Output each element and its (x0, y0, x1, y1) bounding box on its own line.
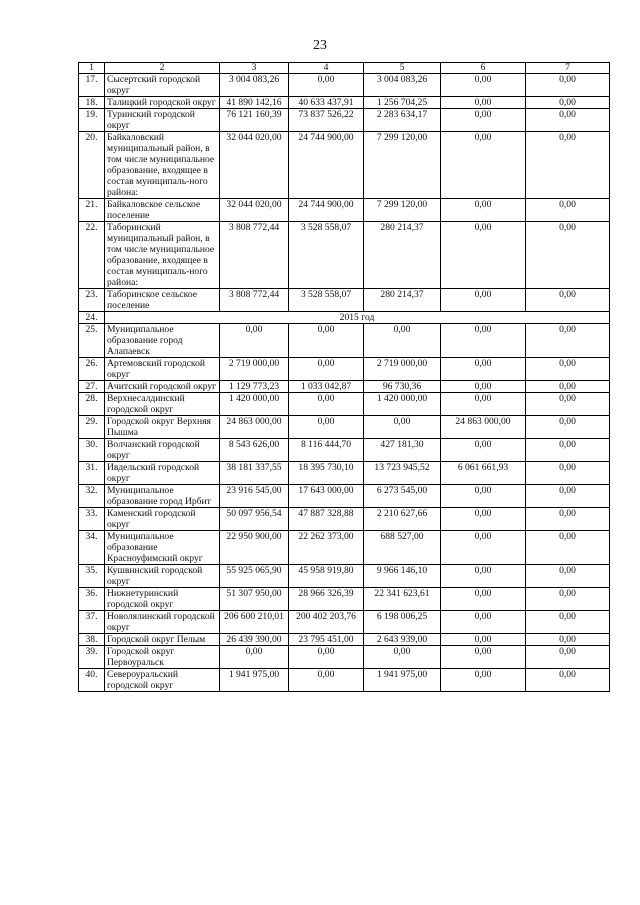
value-col-4: 17 643 000,00 (289, 485, 364, 508)
value-col-7: 0,00 (526, 611, 610, 634)
value-col-5: 0,00 (364, 324, 441, 358)
value-col-6: 0,00 (441, 97, 526, 109)
value-col-3: 26 439 390,00 (220, 634, 289, 646)
value-col-3: 22 950 900,00 (220, 531, 289, 565)
row-number: 17. (79, 74, 105, 97)
value-col-5: 1 941 975,00 (364, 669, 441, 692)
header-cell: 4 (289, 63, 364, 74)
value-col-6: 0,00 (441, 531, 526, 565)
value-col-6: 0,00 (441, 381, 526, 393)
header-cell: 5 (364, 63, 441, 74)
value-col-6: 0,00 (441, 508, 526, 531)
row-number: 30. (79, 439, 105, 462)
row-number: 19. (79, 109, 105, 132)
row-number: 39. (79, 646, 105, 669)
value-col-6: 0,00 (441, 485, 526, 508)
value-col-4: 0,00 (289, 646, 364, 669)
header-cell: 2 (105, 63, 220, 74)
value-col-6: 0,00 (441, 669, 526, 692)
value-col-4: 45 958 919,80 (289, 565, 364, 588)
municipality-name: Североуральский городской округ (105, 669, 220, 692)
value-col-7: 0,00 (526, 222, 610, 289)
municipality-name: Кушвинский городской округ (105, 565, 220, 588)
value-col-7: 0,00 (526, 416, 610, 439)
value-col-6: 0,00 (441, 611, 526, 634)
table-row (79, 222, 610, 289)
value-col-5: 96 730,36 (364, 381, 441, 393)
header-row (79, 63, 610, 74)
row-number: 38. (79, 634, 105, 646)
value-col-3: 55 925 065,90 (220, 565, 289, 588)
value-col-6: 0,00 (441, 199, 526, 222)
value-col-5: 2 283 634,17 (364, 109, 441, 132)
row-number: 33. (79, 508, 105, 531)
value-col-7: 0,00 (526, 324, 610, 358)
value-col-4: 24 744 900,00 (289, 199, 364, 222)
value-col-4: 3 528 558,07 (289, 289, 364, 312)
municipality-name: Талицкий городской округ (105, 97, 220, 109)
value-col-5: 3 004 083,26 (364, 74, 441, 97)
table-row (79, 485, 610, 508)
table-row (79, 324, 610, 358)
table-row (79, 416, 610, 439)
value-col-6: 0,00 (441, 74, 526, 97)
value-col-6: 0,00 (441, 324, 526, 358)
row-number: 27. (79, 381, 105, 393)
value-col-3: 0,00 (220, 646, 289, 669)
value-col-5: 9 966 146,10 (364, 565, 441, 588)
municipality-name: Туринский городской округ (105, 109, 220, 132)
row-number: 37. (79, 611, 105, 634)
table-row (79, 669, 610, 692)
value-col-6: 6 061 661,93 (441, 462, 526, 485)
value-col-3: 23 916 545,00 (220, 485, 289, 508)
value-col-5: 6 273 545,00 (364, 485, 441, 508)
value-col-3: 1 129 773,23 (220, 381, 289, 393)
value-col-4: 73 837 526,22 (289, 109, 364, 132)
value-col-3: 51 307 950,00 (220, 588, 289, 611)
row-number: 22. (79, 222, 105, 289)
year-section-header: 2015 год (105, 312, 610, 324)
municipality-name: Городской округ Пелым (105, 634, 220, 646)
value-col-4: 0,00 (289, 358, 364, 381)
value-col-4: 0,00 (289, 669, 364, 692)
table-row (79, 289, 610, 312)
table-row (79, 646, 610, 669)
value-col-5: 13 723 945,52 (364, 462, 441, 485)
row-number: 40. (79, 669, 105, 692)
value-col-7: 0,00 (526, 508, 610, 531)
value-col-5: 427 181,30 (364, 439, 441, 462)
value-col-4: 0,00 (289, 324, 364, 358)
value-col-6: 24 863 000,00 (441, 416, 526, 439)
header-cell: 6 (441, 63, 526, 74)
municipality-name: Нижнетуринский городской округ (105, 588, 220, 611)
value-col-3: 3 004 083,26 (220, 74, 289, 97)
value-col-7: 0,00 (526, 358, 610, 381)
value-col-4: 47 887 328,88 (289, 508, 364, 531)
header-cell: 7 (526, 63, 610, 74)
row-number: 28. (79, 393, 105, 416)
municipality-name: Ачитский городской округ (105, 381, 220, 393)
value-col-7: 0,00 (526, 485, 610, 508)
value-col-3: 0,00 (220, 324, 289, 358)
municipality-name: Таборинское сельское поселение (105, 289, 220, 312)
value-col-3: 8 543 626,00 (220, 439, 289, 462)
row-number: 32. (79, 485, 105, 508)
value-col-5: 7 299 120,00 (364, 132, 441, 199)
row-number: 25. (79, 324, 105, 358)
row-number: 20. (79, 132, 105, 199)
value-col-6: 0,00 (441, 132, 526, 199)
value-col-3: 32 044 020,00 (220, 132, 289, 199)
municipality-name: Муниципальное образование город Алапаевск (105, 324, 220, 358)
value-col-6: 0,00 (441, 646, 526, 669)
table-row (79, 508, 610, 531)
value-col-7: 0,00 (526, 199, 610, 222)
value-col-3: 50 097 956,54 (220, 508, 289, 531)
value-col-5: 7 299 120,00 (364, 199, 441, 222)
value-col-5: 2 643 939,00 (364, 634, 441, 646)
value-col-3: 206 600 210,01 (220, 611, 289, 634)
value-col-4: 1 033 042,87 (289, 381, 364, 393)
value-col-3: 24 863 000,00 (220, 416, 289, 439)
value-col-3: 1 420 000,00 (220, 393, 289, 416)
value-col-4: 0,00 (289, 393, 364, 416)
value-col-3: 3 808 772,44 (220, 222, 289, 289)
municipality-name: Ивдельский городской округ (105, 462, 220, 485)
value-col-7: 0,00 (526, 462, 610, 485)
value-col-7: 0,00 (526, 646, 610, 669)
value-col-3: 76 121 160,39 (220, 109, 289, 132)
table-row (79, 199, 610, 222)
value-col-5: 22 341 623,61 (364, 588, 441, 611)
value-col-5: 6 198 006,25 (364, 611, 441, 634)
value-col-3: 3 808 772,44 (220, 289, 289, 312)
municipality-name: Волчанский городской округ (105, 439, 220, 462)
row-number: 34. (79, 531, 105, 565)
header-cell: 1 (79, 63, 105, 74)
value-col-3: 41 890 142,16 (220, 97, 289, 109)
value-col-5: 280 214,37 (364, 222, 441, 289)
row-number: 35. (79, 565, 105, 588)
municipality-name: Каменский городской округ (105, 508, 220, 531)
value-col-7: 0,00 (526, 565, 610, 588)
data-table (78, 62, 610, 692)
value-col-3: 32 044 020,00 (220, 199, 289, 222)
value-col-7: 0,00 (526, 439, 610, 462)
value-col-5: 2 719 000,00 (364, 358, 441, 381)
value-col-6: 0,00 (441, 439, 526, 462)
value-col-6: 0,00 (441, 565, 526, 588)
value-col-6: 0,00 (441, 393, 526, 416)
value-col-6: 0,00 (441, 634, 526, 646)
value-col-7: 0,00 (526, 289, 610, 312)
row-number: 36. (79, 588, 105, 611)
value-col-7: 0,00 (526, 634, 610, 646)
value-col-7: 0,00 (526, 74, 610, 97)
table-row (79, 634, 610, 646)
municipality-name: Муниципальное образование Красноуфимский округ (105, 531, 220, 565)
value-col-3: 2 719 000,00 (220, 358, 289, 381)
value-col-4: 23 795 451,00 (289, 634, 364, 646)
value-col-5: 688 527,00 (364, 531, 441, 565)
municipality-name: Сысертский городской округ (105, 74, 220, 97)
municipality-name: Муниципальное образование город Ирбит (105, 485, 220, 508)
table-row (79, 74, 610, 97)
municipality-name: Артемовский городской округ (105, 358, 220, 381)
value-col-6: 0,00 (441, 109, 526, 132)
table-row (79, 565, 610, 588)
table-row (79, 312, 610, 324)
value-col-4: 200 402 203,76 (289, 611, 364, 634)
value-col-5: 2 210 627,66 (364, 508, 441, 531)
page-number: 23 (313, 38, 327, 53)
row-number: 31. (79, 462, 105, 485)
value-col-4: 8 116 444,70 (289, 439, 364, 462)
value-col-4: 22 262 373,00 (289, 531, 364, 565)
row-number: 18. (79, 97, 105, 109)
table-row (79, 531, 610, 565)
table-row (79, 97, 610, 109)
table-row (79, 393, 610, 416)
value-col-6: 0,00 (441, 289, 526, 312)
value-col-4: 0,00 (289, 416, 364, 439)
municipality-name: Новолялинский городской округ (105, 611, 220, 634)
value-col-5: 1 420 000,00 (364, 393, 441, 416)
municipality-name: Таборинский муниципальный район, в том числе муниципальное образование, входящее в состав муниципаль-ного района: (105, 222, 220, 289)
row-number: 26. (79, 358, 105, 381)
row-number: 29. (79, 416, 105, 439)
row-number: 23. (79, 289, 105, 312)
value-col-4: 40 633 437,91 (289, 97, 364, 109)
table-row (79, 132, 610, 199)
value-col-3: 1 941 975,00 (220, 669, 289, 692)
table-row (79, 109, 610, 132)
value-col-7: 0,00 (526, 381, 610, 393)
value-col-5: 1 256 704,25 (364, 97, 441, 109)
value-col-6: 0,00 (441, 222, 526, 289)
table-row (79, 358, 610, 381)
table-row (79, 439, 610, 462)
value-col-7: 0,00 (526, 97, 610, 109)
value-col-3: 38 181 337,55 (220, 462, 289, 485)
table-row (79, 462, 610, 485)
municipality-name: Городской округ Первоуральск (105, 646, 220, 669)
municipality-name: Байкаловское сельское поселение (105, 199, 220, 222)
table-row (79, 588, 610, 611)
value-col-4: 3 528 558,07 (289, 222, 364, 289)
value-col-4: 24 744 900,00 (289, 132, 364, 199)
value-col-5: 0,00 (364, 646, 441, 669)
value-col-7: 0,00 (526, 588, 610, 611)
value-col-7: 0,00 (526, 132, 610, 199)
value-col-7: 0,00 (526, 393, 610, 416)
value-col-4: 0,00 (289, 74, 364, 97)
municipality-name: Байкаловский муниципальный район, в том числе муниципальное образование, входящее в состав муниципаль-ного района: (105, 132, 220, 199)
municipality-name: Верхнесалдинский городской округ (105, 393, 220, 416)
row-number: 24. (79, 312, 105, 324)
value-col-7: 0,00 (526, 669, 610, 692)
value-col-6: 0,00 (441, 588, 526, 611)
row-number: 21. (79, 199, 105, 222)
value-col-7: 0,00 (526, 109, 610, 132)
table-row (79, 611, 610, 634)
header-cell: 3 (220, 63, 289, 74)
value-col-4: 18 395 730,10 (289, 462, 364, 485)
value-col-5: 0,00 (364, 416, 441, 439)
value-col-5: 280 214,37 (364, 289, 441, 312)
table-row (79, 381, 610, 393)
value-col-7: 0,00 (526, 531, 610, 565)
municipality-name: Городской округ Верхняя Пышма (105, 416, 220, 439)
value-col-4: 28 966 326,39 (289, 588, 364, 611)
value-col-6: 0,00 (441, 358, 526, 381)
